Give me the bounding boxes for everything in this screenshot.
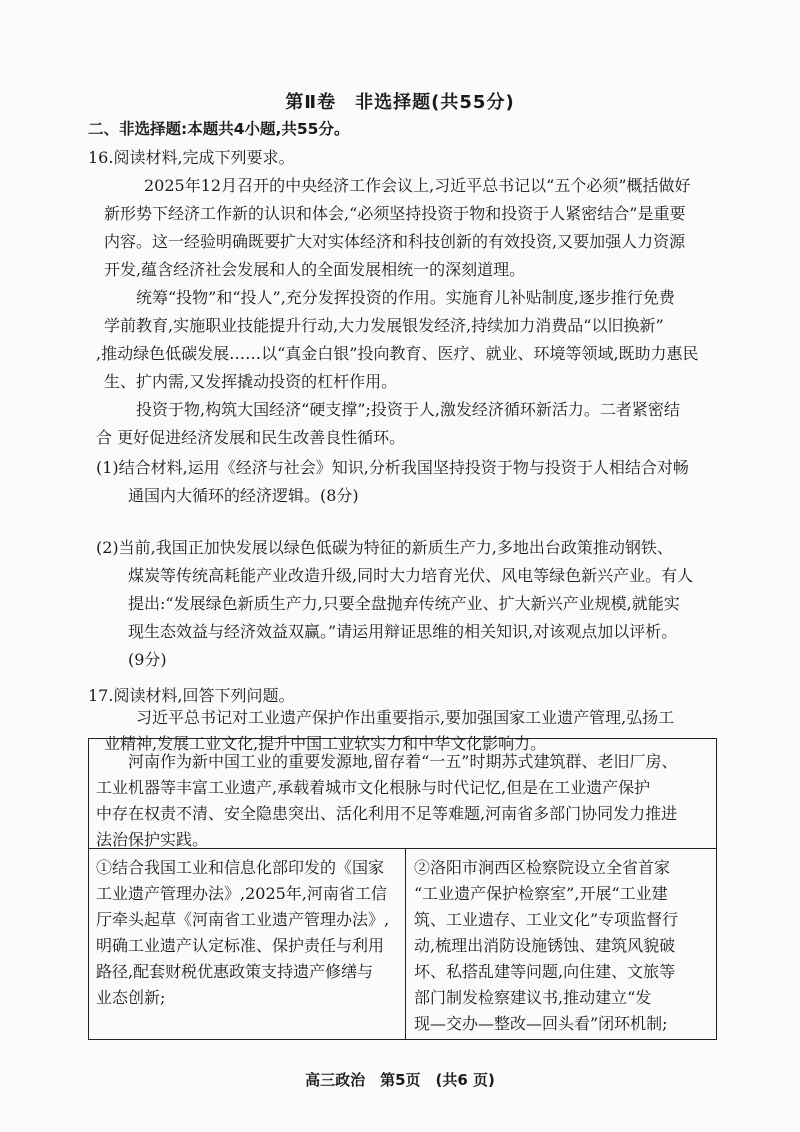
sub-question-line: 提出:“发展绿色新质生产力,只要全盘抛弃传统产业、扩大新兴产业规模,就能实 bbox=[128, 594, 680, 613]
page-footer: 高三政治 第5页 (共6 页) bbox=[305, 1071, 495, 1089]
sub-question-line: 煤炭等传统高耗能产业改造升级,同时大力培育光伏、风电等绿色新兴产业。有人 bbox=[128, 566, 694, 585]
intro-line: 习近平总书记对工业遗产保护作出重要指示,要加强国家工业遗产管理,弘扬工 bbox=[136, 708, 675, 727]
sub-question-line: 现生态效益与经济效益双赢。”请运用辩证思维的相关知识,对该观点加以评析。 bbox=[128, 622, 678, 641]
material-line: 投资于物,构筑大国经济“硬支撑”;投资于人,激发经济循环新活力。二者紧密结 bbox=[136, 400, 680, 419]
box-line: “工业遗产保护检察室”,开展“工业建 bbox=[414, 884, 668, 903]
box-line: 厅牵头起草《河南省工业遗产管理办法》, bbox=[96, 910, 390, 929]
box-line: ②洛阳市涧西区检察院设立全省首家 bbox=[414, 858, 671, 877]
sub-question-line: (2)当前,我国正加快发展以绿色低碳为特征的新质生产力,多地出台政策推动钢铁、 bbox=[96, 538, 673, 557]
question-17-heading: 17.阅读材料,回答下列问题。 bbox=[88, 686, 295, 705]
intro-line: 业精神,发展工业文化,提升中国工业软实力和中华文化影响力。 bbox=[104, 734, 547, 753]
box-line: 动,梳理出消防设施锈蚀、建筑风貌破 bbox=[414, 936, 676, 955]
box-line: 工业遗产管理办法》,2025年,河南省工信 bbox=[96, 884, 387, 903]
box-line: ①结合我国工业和信息化部印发的《国家 bbox=[96, 858, 385, 877]
box-line: 现—交办—整改—回头看”闭环机制; bbox=[414, 1014, 668, 1033]
box-line: 坏、私搭乱建等问题,向住建、文旅等 bbox=[414, 962, 676, 981]
box-line: 明确工业遗产认定标准、保护责任与利用 bbox=[96, 936, 385, 955]
sub-question-line: (1)结合材料,运用《经济与社会》知识,分析我国坚持投资于物与投资于人相结合对畅 bbox=[96, 458, 689, 477]
material-line: 合 更好促进经济发展和民生改善良性循环。 bbox=[96, 428, 406, 447]
box-line: 法治保护实践。 bbox=[96, 830, 209, 849]
box-line: 筑、工业遗存、工业文化”专项监督行 bbox=[414, 910, 679, 929]
material-line: 统筹“投物”和“投人”,充分发挥投资的作用。实施育儿补贴制度,逐步推行免费 bbox=[136, 288, 675, 307]
box-divider bbox=[405, 848, 406, 1040]
box-line: 部门制发检察建议书,推动建立“发 bbox=[414, 988, 652, 1007]
sub-question-line: 通国内大循环的经济逻辑。(8分) bbox=[128, 486, 359, 505]
box-line: 中存在权责不清、安全隐患突出、活化利用不足等难题,河南省多部门协同发力推进 bbox=[96, 804, 678, 823]
section-title: 第Ⅱ卷 非选择题(共55分) bbox=[285, 92, 515, 113]
box-line: 河南作为新中国工业的重要发源地,留存着“一五”时期苏式建筑群、老旧厂房、 bbox=[128, 752, 678, 771]
question-16-heading: 16.阅读材料,完成下列要求。 bbox=[88, 148, 295, 167]
box-line: 工业机器等丰富工业遗产,承载着城市文化根脉与时代记忆,但是在工业遗产保护 bbox=[96, 778, 651, 797]
material-line: 生、扩内需,又发挥撬动投资的杠杆作用。 bbox=[104, 372, 398, 391]
material-line: 新形势下经济工作新的认识和体会,“必须坚持投资于物和投资于人紧密结合”是重要 bbox=[104, 204, 686, 223]
material-line: 学前教育,实施职业技能提升行动,大力发展银发经济,持续加力消费品“以旧换新” bbox=[104, 316, 664, 335]
sub-question-line: (9分) bbox=[128, 650, 167, 669]
material-line: 2025年12月召开的中央经济工作会议上,习近平总书记以“五个必须”概括做好 bbox=[144, 176, 691, 195]
box-line: 业态创新; bbox=[96, 988, 166, 1007]
material-line: ,推动绿色低碳发展……以“真金白银”投向教育、医疗、就业、环境等领域,既助力惠民 bbox=[96, 344, 699, 363]
box-line: 路径,配套财税优惠政策支持遗产修缮与 bbox=[96, 962, 374, 981]
material-line: 内容。这一经验明确既要扩大对实体经济和科技创新的有效投资,又要加强人力资源 bbox=[104, 232, 686, 251]
material-line: 开发,蕴含经济社会发展和人的全面发展相统一的深刻道理。 bbox=[104, 260, 526, 279]
part-heading: 二、非选择题:本题共4小题,共55分。 bbox=[88, 120, 350, 138]
